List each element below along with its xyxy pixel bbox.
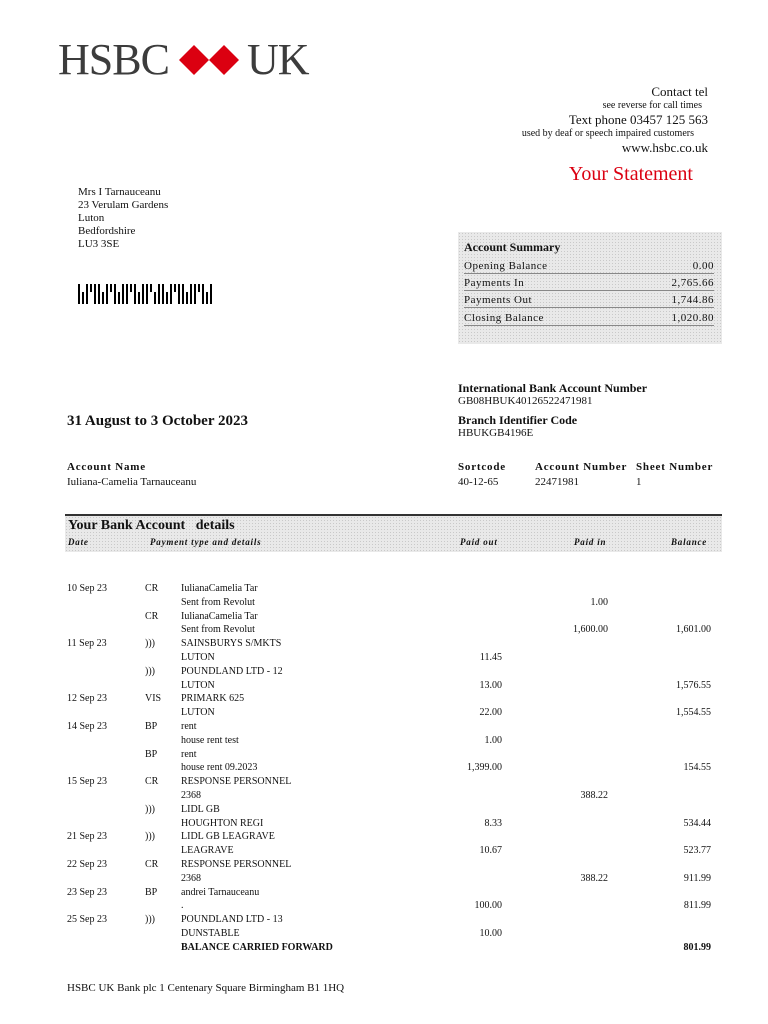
barcode-bar	[114, 284, 116, 304]
tx-description: HOUGHTON REGI	[181, 818, 264, 829]
iban-label: International Bank Account Number	[458, 381, 648, 395]
col-paid-out: Paid out	[460, 537, 498, 547]
address-line: Bedfordshire	[78, 225, 136, 237]
bank-footer-address: HSBC UK Bank plc 1 Centenary Square Birmingham B1 1HQ	[67, 982, 345, 994]
customer-address	[78, 186, 168, 251]
summary-label: Closing Balance	[464, 312, 544, 324]
used-by-note: used by deaf or speech impaired customers	[521, 128, 694, 139]
barcode-bar	[162, 284, 164, 304]
summary-value: 0.00	[692, 260, 714, 272]
sheet-number-label: Sheet Number	[636, 461, 714, 473]
barcode-bar	[146, 284, 148, 304]
tx-paid-out: 22.00	[479, 707, 502, 718]
barcode-bar	[142, 284, 144, 304]
barcode-bar	[98, 284, 100, 304]
barcode-bar	[130, 284, 132, 292]
transactions-title: Your Bank Account details	[68, 518, 235, 533]
summary-value: 1,020.80	[671, 312, 714, 324]
barcode-bar	[166, 292, 168, 304]
tx-balance: 811.99	[683, 900, 711, 911]
tx-description: POUNDLAND LTD - 12	[181, 666, 283, 677]
barcode-bar	[102, 292, 104, 304]
sortcode-value: 40-12-65	[458, 476, 499, 488]
barcode-bar	[186, 292, 188, 304]
tx-description: BALANCE CARRIED FORWARD	[181, 942, 333, 953]
address-line: Mrs I Tarnauceanu	[78, 186, 161, 198]
contact-tel: Contact tel	[651, 84, 708, 99]
tx-description: Sent from Revolut	[181, 624, 255, 635]
tx-date: 11 Sep 23	[67, 638, 107, 649]
tx-description: LUTON	[181, 652, 215, 663]
tx-balance: 801.99	[683, 942, 711, 953]
tx-paid-in: 1.00	[590, 597, 608, 608]
barcode-bar	[154, 292, 156, 304]
tx-type: CR	[145, 583, 159, 594]
barcode-bar	[134, 284, 136, 304]
statement-period: 31 August to 3 October 2023	[67, 413, 248, 429]
barcode-bar	[86, 284, 88, 304]
tx-description: LIDL GB	[181, 804, 220, 815]
col-balance: Balance	[671, 537, 708, 547]
account-name-value: Iuliana-Camelia Tarnauceanu	[67, 476, 197, 488]
barcode-bar	[106, 284, 108, 304]
barcode-bar	[178, 284, 180, 304]
col-paid-in: Paid in	[574, 537, 607, 547]
tx-balance: 523.77	[683, 845, 711, 856]
bic-value: HBUKGB4196E	[458, 427, 534, 439]
summary-value: 1,744.86	[671, 294, 714, 306]
tx-type: CR	[145, 859, 159, 870]
tx-description: rent	[181, 721, 197, 732]
summary-value: 2,765.66	[671, 277, 714, 289]
tx-date: 23 Sep 23	[67, 887, 107, 898]
tx-description: IulianaCamelia Tar	[181, 611, 258, 622]
tx-balance: 534.44	[683, 818, 711, 829]
barcode-bar	[174, 284, 176, 292]
iban-value: GB08HBUK40126522471981	[458, 395, 593, 407]
tx-paid-out: 10.67	[479, 845, 502, 856]
text-phone: Text phone 03457 125 563	[568, 112, 708, 127]
address-line: LU3 3SE	[78, 238, 120, 250]
website-link[interactable]: www.hsbc.co.uk	[621, 140, 708, 155]
tx-balance: 154.55	[683, 762, 711, 773]
tx-type: )))	[145, 804, 155, 815]
tx-date: 12 Sep 23	[67, 693, 107, 704]
tx-description: house rent 09.2023	[181, 762, 258, 773]
tx-description: Sent from Revolut	[181, 597, 255, 608]
address-line: 23 Verulam Gardens	[78, 199, 169, 211]
tx-paid-out: 8.33	[484, 818, 502, 829]
tx-description: rent	[181, 749, 197, 760]
tx-description: house rent test	[181, 735, 239, 746]
barcode-bar	[190, 284, 192, 304]
barcode-bar	[122, 284, 124, 304]
barcode-bar	[210, 284, 212, 304]
tx-description: 2368	[181, 873, 201, 884]
hsbc-uk-logo	[58, 35, 309, 84]
tx-type: BP	[145, 721, 158, 732]
tx-description: LUTON	[181, 707, 215, 718]
tx-paid-out: 1.00	[484, 735, 502, 746]
summary-label: Payments In	[464, 277, 525, 289]
tx-paid-out: 11.45	[479, 652, 502, 663]
transactions-header	[65, 514, 722, 552]
tx-paid-in: 388.22	[580, 873, 608, 884]
summary-row-opening	[464, 260, 714, 274]
tx-type: BP	[145, 887, 158, 898]
tx-description: DUNSTABLE	[181, 928, 240, 939]
sortcode-label: Sortcode	[458, 461, 506, 473]
barcode-bar	[202, 284, 204, 304]
tx-type: CR	[145, 611, 159, 622]
tx-date: 22 Sep 23	[67, 859, 107, 870]
tx-balance: 1,576.55	[676, 680, 711, 691]
barcode-bar	[158, 284, 160, 304]
account-summary-title: Account Summary	[464, 240, 561, 254]
account-number-value: 22471981	[535, 476, 579, 488]
summary-row-payments-out	[464, 294, 714, 308]
see-reverse-note: see reverse for call times	[602, 100, 702, 111]
account-summary-box	[458, 232, 722, 344]
tx-date: 10 Sep 23	[67, 583, 107, 594]
tx-date: 25 Sep 23	[67, 914, 107, 925]
col-date: Date	[68, 537, 89, 547]
summary-row-payments-in	[464, 277, 714, 291]
postal-barcode	[78, 284, 214, 304]
tx-description: 2368	[181, 790, 201, 801]
tx-type: )))	[145, 914, 155, 925]
tx-description: IulianaCamelia Tar	[181, 583, 258, 594]
contact-block	[522, 84, 708, 155]
tx-balance: 1,554.55	[676, 707, 711, 718]
tx-type: )))	[145, 831, 155, 842]
tx-paid-out: 100.00	[474, 900, 502, 911]
barcode-bar	[198, 284, 200, 292]
tx-description: SAINSBURYS S/MKTS	[181, 638, 282, 649]
account-number-label: Account Number	[535, 461, 628, 473]
hsbc-hexagon-icon	[179, 45, 239, 75]
barcode-bar	[126, 284, 128, 304]
your-statement-title: Your Statement	[568, 163, 693, 185]
tx-date: 14 Sep 23	[67, 721, 107, 732]
tx-description: RESPONSE PERSONNEL	[181, 859, 292, 870]
barcode-bar	[94, 284, 96, 304]
tx-description: RESPONSE PERSONNEL	[181, 776, 292, 787]
logo-text-uk: UK	[246, 35, 309, 84]
barcode-bar	[110, 284, 112, 292]
tx-date: 21 Sep 23	[67, 831, 107, 842]
summary-label: Payments Out	[464, 294, 533, 306]
tx-description: LUTON	[181, 680, 215, 691]
tx-type: CR	[145, 776, 159, 787]
barcode-bar	[78, 284, 80, 304]
barcode-bar	[138, 292, 140, 304]
barcode-bar	[118, 292, 120, 304]
bic-label: Branch Identifier Code	[458, 413, 578, 427]
summary-label: Opening Balance	[464, 260, 548, 272]
tx-description: andrei Tarnauceanu	[181, 887, 260, 898]
sheet-number-value: 1	[636, 476, 642, 488]
tx-type: )))	[145, 666, 155, 677]
barcode-bar	[90, 284, 92, 292]
tx-date: 15 Sep 23	[67, 776, 107, 787]
address-line: Luton	[78, 212, 105, 224]
tx-description: PRIMARK 625	[181, 693, 245, 704]
tx-description: POUNDLAND LTD - 13	[181, 914, 283, 925]
col-payment-type: Payment type and details	[150, 537, 262, 547]
tx-paid-in: 1,600.00	[573, 624, 608, 635]
barcode-bar	[150, 284, 152, 292]
tx-type: BP	[145, 749, 158, 760]
tx-description: LIDL GB LEAGRAVE	[181, 831, 275, 842]
tx-type: VIS	[145, 693, 162, 704]
tx-description: .	[181, 900, 184, 911]
tx-balance: 1,601.00	[676, 624, 711, 635]
barcode-bar	[182, 284, 184, 304]
barcode-bar	[206, 292, 208, 304]
tx-paid-in: 388.22	[580, 790, 608, 801]
tx-paid-out: 13.00	[479, 680, 502, 691]
tx-paid-out: 1,399.00	[467, 762, 502, 773]
tx-balance: 911.99	[683, 873, 711, 884]
account-name-label: Account Name	[67, 461, 146, 473]
logo-text-hsbc: HSBC	[58, 35, 169, 84]
summary-row-closing	[464, 312, 714, 326]
tx-type: )))	[145, 638, 155, 649]
tx-description: LEAGRAVE	[181, 845, 234, 856]
tx-paid-out: 10.00	[479, 928, 502, 939]
barcode-bar	[170, 284, 172, 304]
barcode-bar	[82, 292, 84, 304]
barcode-bar	[194, 284, 196, 304]
